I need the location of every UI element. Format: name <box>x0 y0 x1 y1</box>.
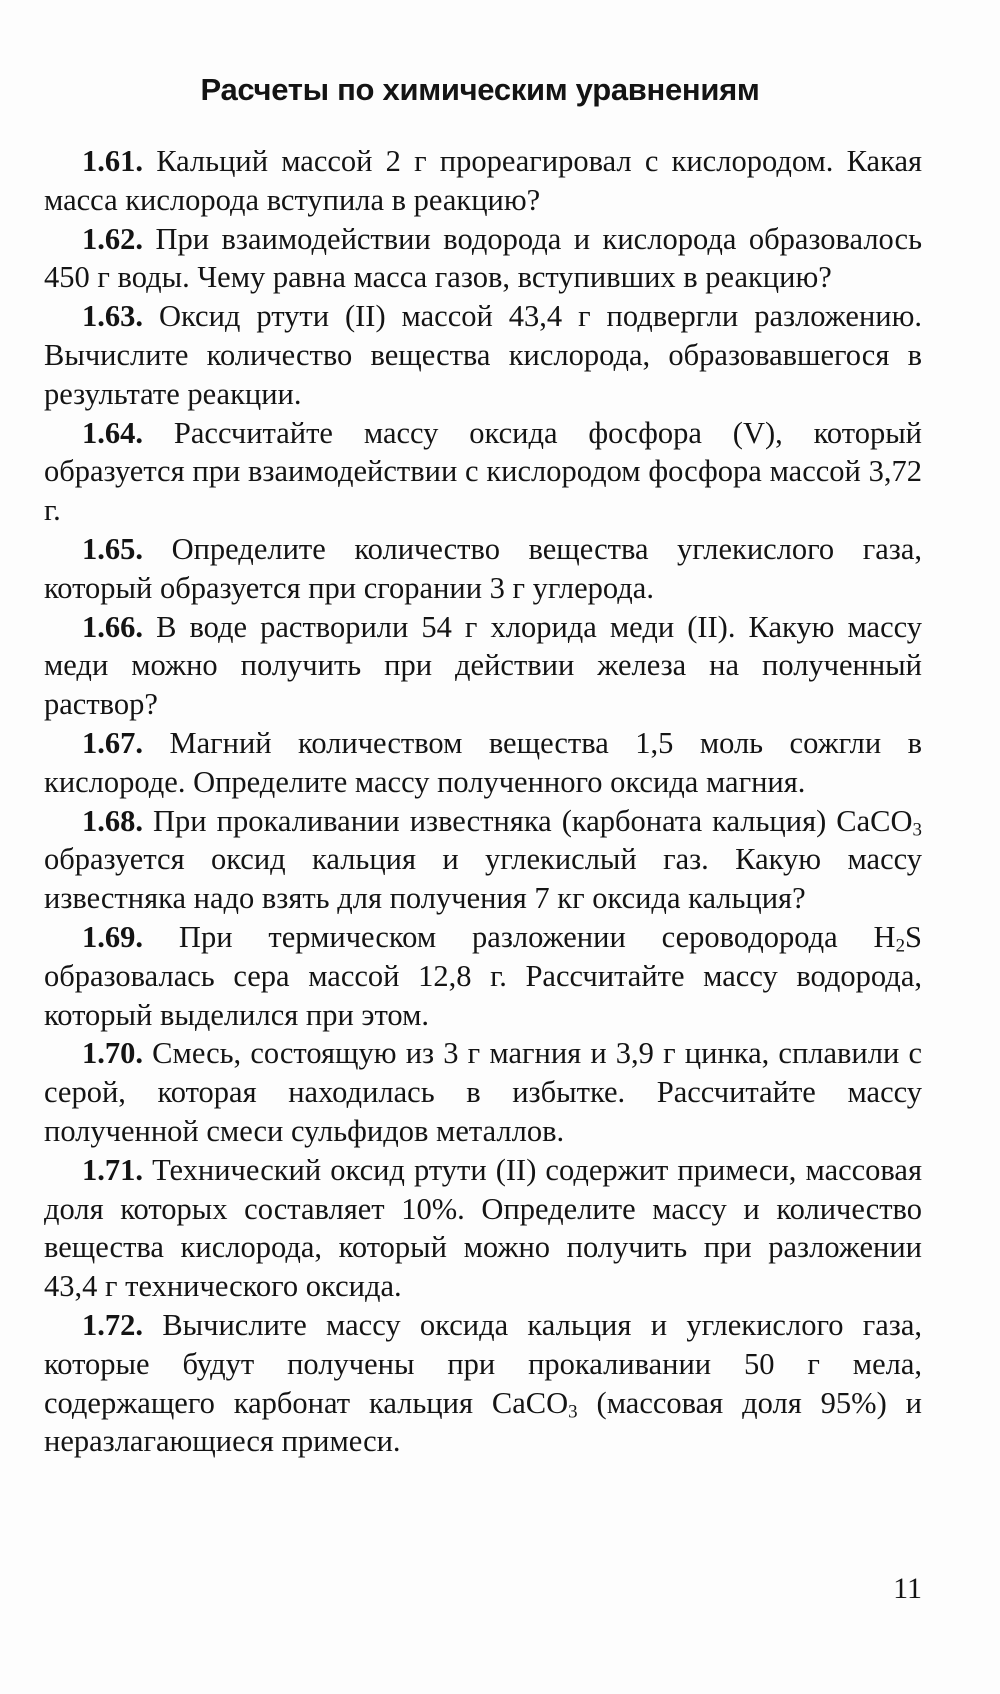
problem-1-61 <box>44 142 922 220</box>
problem-text: Вычислите массу оксида кальция и углекислого газа, которые будут получены при прокаливании 50 г мела, содержащего карбонат кальция CaCO <box>44 1307 923 1420</box>
problem-text: При взаимодействии водорода и кислорода образовалось 450 г воды. Чему равна масса газов, вступивших в реакцию? <box>44 221 922 295</box>
problem-1-70 <box>44 1034 922 1150</box>
problem-text: Кальций массой 2 г прореагировал с кислородом. Какая масса кислорода вступила в реакцию? <box>44 144 923 217</box>
problem-text-continued: образуется оксид кальция и углекислый газ. Какую массу известняка надо взять для получения 7 кг оксида кальция? <box>44 842 922 916</box>
problem-1-66 <box>44 608 922 724</box>
formula-subscript: 2 <box>895 935 906 957</box>
problem-1-69 <box>44 918 922 1034</box>
problem-text-continued: S образовалась сера массой 12,8 г. Рассчитайте массу водорода, который выделился при этом. <box>44 919 922 1032</box>
problem-text: В воде растворили 54 г хлорида меди (II). Какую массу меди можно получить при действии железа на полученный раствор? <box>44 609 923 722</box>
problem-text: При прокаливании известняка (карбоната кальция) CaCO <box>153 803 913 838</box>
problem-text: Рассчитайте массу оксида фосфора (V), который образуется при взаимодействии с кислородом фосфора массой 3,72 г. <box>44 415 923 528</box>
problem-text: Технический оксид ртути (II) содержит примеси, массовая доля которых составляет 10%. Определите массу и количество вещества кислорода, который можно получить при разложении 43,4 г технического оксида. <box>44 1152 922 1304</box>
problem-text: Определите количество вещества углекислого газа, который образуется при сгорании 3 г углерода. <box>44 531 922 605</box>
problem-number: 1.63. <box>82 299 143 334</box>
formula-subscript: 3 <box>912 819 922 841</box>
problem-number: 1.69. <box>82 919 143 954</box>
problem-text: Магний количеством вещества 1,5 моль сожгли в кислороде. Определите массу полученного оксида магния. <box>44 725 923 799</box>
problem-number: 1.72. <box>82 1307 143 1342</box>
problem-1-71 <box>44 1151 922 1306</box>
formula-subscript: 3 <box>568 1401 578 1423</box>
problem-text: Оксид ртути (II) массой 43,4 г подвергли разложению. Вычислите количество вещества кислорода, образовавшегося в результате реакции. <box>44 299 923 411</box>
problem-number: 1.71. <box>82 1152 143 1187</box>
problem-1-65 <box>44 530 922 608</box>
problem-number: 1.67. <box>82 725 143 760</box>
problem-1-72 <box>44 1306 922 1461</box>
problem-number: 1.64. <box>82 415 143 450</box>
problem-1-67 <box>44 724 922 802</box>
problem-number: 1.62. <box>82 221 143 256</box>
problem-1-64 <box>44 414 922 530</box>
problem-text-continued: (массовая доля 95%) и неразлагающиеся примеси. <box>44 1385 922 1459</box>
problem-number: 1.61. <box>82 144 143 178</box>
page-number: 11 <box>893 1572 922 1605</box>
problem-1-62 <box>44 220 922 298</box>
problem-1-68 <box>44 802 922 918</box>
problem-number: 1.70. <box>82 1036 143 1071</box>
problem-text: Смесь, состоящую из 3 г магния и 3,9 г цинка, сплавили с серой, которая находилась в избытке. Рассчитайте массу полученной смеси сульфидов металлов. <box>44 1036 922 1148</box>
section-title: Расчеты по химическим уравнениям <box>200 72 760 107</box>
problem-text: При термическом разложении сероводорода H <box>178 919 896 954</box>
problem-number: 1.68. <box>82 803 143 838</box>
problem-list <box>44 142 922 1461</box>
problem-number: 1.65. <box>82 531 143 566</box>
problem-number: 1.66. <box>82 609 143 644</box>
problem-1-63 <box>44 297 922 413</box>
